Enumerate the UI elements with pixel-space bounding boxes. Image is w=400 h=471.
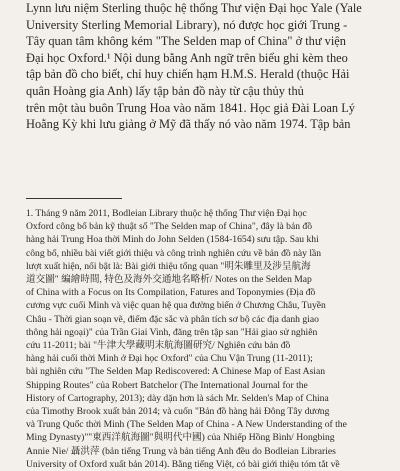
footnote-line: 1. Tháng 9 năm 2011, Bodleian Library thuộc hệ thống Thư viện Đại học <box>26 208 307 219</box>
footnote-line: lượt xuất hiện, nổi bật là: Bài giới thiệu tổng quan "明朱雕里及涉呈航海 <box>26 260 311 272</box>
footnote-line: cương vực cuối Minh và việc quan hệ qua đường biển ở Chương Châu, Tuyền <box>26 300 326 312</box>
footnote-line: cứu 11-2011; bài "牛津大學藏明末航海圖研究/ Nghiên cứu bản đồ <box>26 340 291 352</box>
footnote-line: Châu - Thời gian soạn vẽ, điểm đặc sắc và phân tích sơ bộ các địa danh giao <box>26 313 319 325</box>
footnote-line: bài nghiên cứu "The Selden Map Rediscovered: A Chinese Map of East Asian <box>26 366 325 378</box>
footnote-separator <box>26 198 122 199</box>
footnote-line: Annie Nie/ 聶洪萍 (bản tiếng Trung và bản tiếng Anh đều do Bodleian Libraries <box>26 445 336 457</box>
footnote-line: University of Oxford xuất bản 2014). Bằng tiếng Việt, có bài giới thiệu tóm tắt về <box>26 458 340 470</box>
footnote-line: 道交圖" 編繪時間, 特色及海外交通地名略析/ Notes on the Selden Map <box>26 274 312 286</box>
footnote-line: thông hải ngoại)" của Trần Giai Vinh, đăng trên tập san "Hải giao sử nghiên <box>26 326 318 338</box>
footnote <box>26 207 391 471</box>
main-text-line: trên một tàu buôn Trung Hoa vào năm 1841. Học giả Đài Loan Lý <box>26 100 355 115</box>
footnote-line: Oxford công bố bản kỹ thuật số "The Selden map of China", đây là bản đồ <box>26 221 312 233</box>
main-text-line: University Sterling Memorial Library), nó được học giới Trung - <box>26 17 348 32</box>
main-text-line: Đại học Oxford.¹ Nội dung bằng Anh ngữ trên biểu ghi kèm theo <box>26 50 348 65</box>
main-text-line: tập bản đồ cho biết, chỉ huy chiến hạm H.M.S. Herald (thuộc Hải <box>26 67 350 82</box>
footnote-line: hàng hải cuối thời Minh ở Đại học Oxford" của Chu Vận Trung (11-2011); <box>26 353 313 365</box>
footnote-line: Ming Dynasty)""東西洋航海圖"與明代中國) của Nhiếp Hồng Bình/ Hongbing <box>26 432 335 444</box>
main-text-line: Tây quan tâm không kém "The Selden map of China" ở thư viện <box>26 34 347 49</box>
footnote-line: Shipping Routes" của Robert Batchelor (The International Journal for the <box>26 379 308 391</box>
main-text <box>26 0 386 133</box>
footnote-line: of China with a Focus on Its Compilation, Fatures and Toponymies (Địa đồ <box>26 287 316 299</box>
main-text-line: quân Hoàng gia Anh) lấy tập bản đồ này từ cậu thủy thủ <box>26 83 304 98</box>
footnote-line: History of Cartography, 2013); dày dặn hơn là sách Mr. Selden's Map of China <box>26 392 329 404</box>
main-text-line: Hoằng Kỳ khi lưu giảng ở Mỹ đã thấy nó vào năm 1974. Tập bản <box>26 117 351 132</box>
footnote-line: của Timothy Brook xuất bản 2014; và cuốn "Bản đồ hàng hải Đông Tây dương <box>26 406 330 418</box>
main-text-line: Lynn lưu niệm Sterling thuộc hệ thống Thư viện Đại học Yale (Yale <box>26 1 362 15</box>
footnote-line: công bố, nhiều bài viết giới thiệu và công trình nghiên cứu về bản đồ này lần <box>26 247 322 259</box>
footnote-line: và Trung Quốc thời Minh (The Selden Map of China - A New Understanding of the <box>26 419 347 431</box>
footnote-line: hàng hải Trung Hoa thời Minh do John Selden (1584-1654) sưu tập. Sau khi <box>26 234 319 246</box>
